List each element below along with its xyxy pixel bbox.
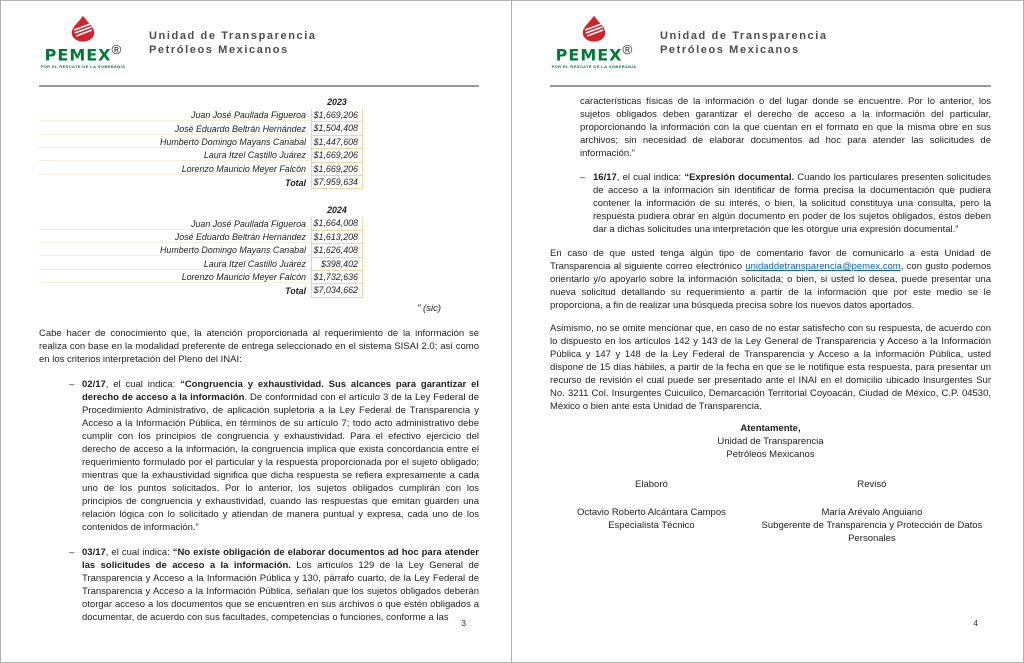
signature-title: Subgerente de Transparencia y Protección de Datos Personales bbox=[761, 520, 983, 544]
table-row: Laura Itzel Castillo Juárez $398,402 bbox=[39, 258, 363, 271]
criterion-item-02-17 bbox=[69, 378, 479, 534]
table-total-row: Total $7,959,634 bbox=[39, 176, 363, 189]
header-line2: Petróleos Mexicanos bbox=[660, 44, 800, 57]
list-dash: – bbox=[69, 546, 75, 558]
page-number: 3 bbox=[461, 618, 466, 628]
header-line1: Unidad de Transparencia bbox=[149, 30, 317, 42]
page-4 bbox=[512, 0, 1024, 663]
registered-mark: ® bbox=[622, 42, 633, 57]
criterion-text: 02/17, el cual indica: “Congruencia y exhaustividad. Sus alcances para garantizar el derecho de acceso a la información. De conformidad con el artículo 3 de la Ley Federal de Procedimiento Administrativo, de aplicación supletoria a la Ley Federal de Transparencia y Acceso a la Información Pública, en términos de su artículo 7; todo acto administrativo debe cumplir con los principios de congruencia y exhaustividad. Para el efectivo ejercicio del derecho de acceso a la información, la congruencia implica que exista concordancia entre el requerimiento formulado por el particular y la respuesta proporcionada por el sujeto obligado; mientras que la exhaustividad significa que dicha respuesta se refiera expresamente a cada uno de los puntos solicitados. Por lo anterior, los sujetos obligados cumplirán con los principios de congruencia y exhaustividad, cuando las respuestas que emitan guarden una relación lógica con lo solicitado y atiendan de manera puntual y expresa, cada uno de los contenidos de información.” bbox=[82, 378, 479, 533]
table-row: Laura Itzel Castillo Juárez $1,669,206 bbox=[39, 149, 363, 162]
closing-line1: Unidad de Transparencia bbox=[717, 436, 824, 447]
signature-reviso bbox=[753, 478, 991, 545]
signature-elaboro bbox=[550, 478, 753, 545]
signature-name: María Arévalo Anguiano bbox=[821, 507, 923, 518]
table-row: Juan José Paullada Figueroa $1,669,206 bbox=[39, 109, 363, 122]
header-line2: Petróleos Mexicanos bbox=[149, 44, 289, 57]
closing-salutation: Atentamente, bbox=[740, 423, 801, 434]
pemex-logo bbox=[39, 15, 127, 69]
pemex-eagle-icon bbox=[579, 15, 609, 42]
registered-mark: ® bbox=[111, 42, 122, 57]
intro-paragraph: Cabe hacer de conocimiento que, la atención proporcionada al requerimiento de la información se realiza con base en la modalidad preferente de entrega seleccionado en el sistema SISAI 2.0; así como en los criterios interpretación del Pleno del INAI: bbox=[39, 327, 479, 365]
page-number: 4 bbox=[973, 618, 978, 628]
pemex-wordmark: PEMEX bbox=[555, 45, 623, 65]
pemex-tagline: POR EL RESCATE DE LA SOBERANÍA bbox=[40, 64, 126, 70]
table-row: Lorenzo Mauricio Meyer Falcón $1,732,636 bbox=[39, 271, 363, 284]
criterion-text: 03/17, el cual indica: “No existe obligación de elaborar documentos ad hoc para atender las solicitudes de acceso a la información. Los artículos 129 de la Ley General de Transparencia y Acceso a la Información Pública y 130, párrafo cuarto, de la Ley Federal de Transparencia y Acceso a la Información Pública, señalan que los sujetos obligados deberán otorgar acceso a los documentos que se encuentren en sus archivos o que estén obligados a documentar, de acuerdo con sus facultades, competencias o funciones, conforme a las bbox=[82, 546, 480, 623]
page-header bbox=[39, 15, 479, 73]
continuation-paragraph: características físicas de la información o del lugar donde se encuentre. Por lo anterior, los sujetos obligados deben garantizar el derecho de acceso a la información del particular, proporcionando la información con la que cuentan en el formato en que la misma obre en sus archivos; sin necesidad de elaborar documentos ad hoc para atender las solicitudes de información.” bbox=[580, 96, 991, 159]
closing-line2: Petróleos Mexicanos bbox=[726, 449, 815, 460]
list-dash: – bbox=[580, 172, 586, 183]
header-title bbox=[660, 29, 828, 58]
year-header: 2023 bbox=[327, 97, 347, 107]
sic-note: ” (sic) bbox=[417, 302, 441, 314]
table-total-row: Total $7,034,662 bbox=[39, 284, 363, 297]
list-dash: – bbox=[69, 378, 75, 390]
pemex-wordmark: PEMEX bbox=[44, 45, 112, 65]
signature-block bbox=[550, 478, 991, 545]
signature-name: Octavio Roberto Alcántara Campos bbox=[576, 507, 726, 518]
signature-role: Revisó bbox=[857, 479, 887, 490]
header-rule bbox=[550, 85, 991, 87]
criterion-item-16-17 bbox=[580, 171, 991, 236]
page-header bbox=[550, 15, 991, 73]
table-row: José Eduardo Beltrán Hernández $1,504,408 bbox=[39, 122, 363, 135]
table-row: José Eduardo Beltrán Hernández $1,613,208 bbox=[39, 231, 363, 244]
criterion-text: 16/17, el cual indica: “Expresión documental. Cuando los particulares presenten solicitudes de acceso a la información sin identificar de forma precisa la documentación que pudiera contener la información de su interés, o bien, la solicitud constituya una consulta, pero la respuesta pudiera obrar en algún documento en poder de los sujetos obligados, éstos deben dar a dichas solicitudes una interpretación que les otorgue una expresión documental.” bbox=[593, 172, 991, 235]
pemex-eagle-icon bbox=[68, 15, 98, 42]
header-line1: Unidad de Transparencia bbox=[660, 30, 828, 42]
header-rule bbox=[39, 85, 479, 87]
pemex-tagline: POR EL RESCATE DE LA SOBERANÍA bbox=[551, 64, 637, 70]
closing-block bbox=[550, 422, 991, 461]
email-link[interactable]: unidaddetransparencia@pemex.com bbox=[745, 261, 901, 272]
header-title bbox=[149, 29, 317, 58]
payments-table-2023 bbox=[39, 97, 363, 189]
signature-title: Especialista Técnico bbox=[608, 520, 695, 531]
contact-paragraph: En caso de que usted tenga algún tipo de comentario favor de comunicarlo a esta Unidad de Transparencia al siguiente correo electrónico unidaddetransparencia@pemex.com, con gusto podemos orientarlo y/o apoyarlo sobre la información solicitada; o bien, si usted lo desea, puede presentar una nueva solicitud detallando su requerimiento a partir de la información que por este medio se le proporciona, a fin de realizar una búsqueda precisa sobre los nuevos datos aportados. bbox=[550, 248, 991, 311]
table-row: Humberto Domingo Mayans Canabal $1,626,408 bbox=[39, 244, 363, 257]
criterion-item-03-17 bbox=[69, 546, 479, 624]
table-row: Humberto Domingo Mayans Canabal $1,447,608 bbox=[39, 136, 363, 149]
appeal-paragraph: Asimismo, no se omite mencionar que, en caso de no estar satisfecho con su respuesta, de acuerdo con lo dispuesto en los artículos 142 y 143 de la Ley General de Transparencia y Acceso a la Información Pública y 147 y 148 de la Ley Federal de Transparencia y Acceso a la información Pública, usted dispone de 15 días hábiles, a partir de la fecha en que se le notifique esta respuesta, para presentar un recurso de revisión el cual puede ser presentado ante el INAI en el domicilio ubicado Insurgentes Sur No. 3211 Col. Insurgentes Cuicuilco, Demarcación Territorial Coyoacán, Ciudad de México, C.P. 04530, México o bien ante esta Unidad de Transparencia. bbox=[550, 323, 991, 412]
pemex-logo bbox=[550, 15, 638, 69]
year-header: 2024 bbox=[327, 205, 347, 216]
payments-table-2024 bbox=[39, 205, 363, 297]
table-row: Lorenzo Mauricio Meyer Falcón $1,669,206 bbox=[39, 163, 363, 176]
signature-role: Elaboró bbox=[635, 479, 668, 490]
table-row: Juan José Paullada Figueroa $1,664,008 bbox=[39, 217, 363, 230]
